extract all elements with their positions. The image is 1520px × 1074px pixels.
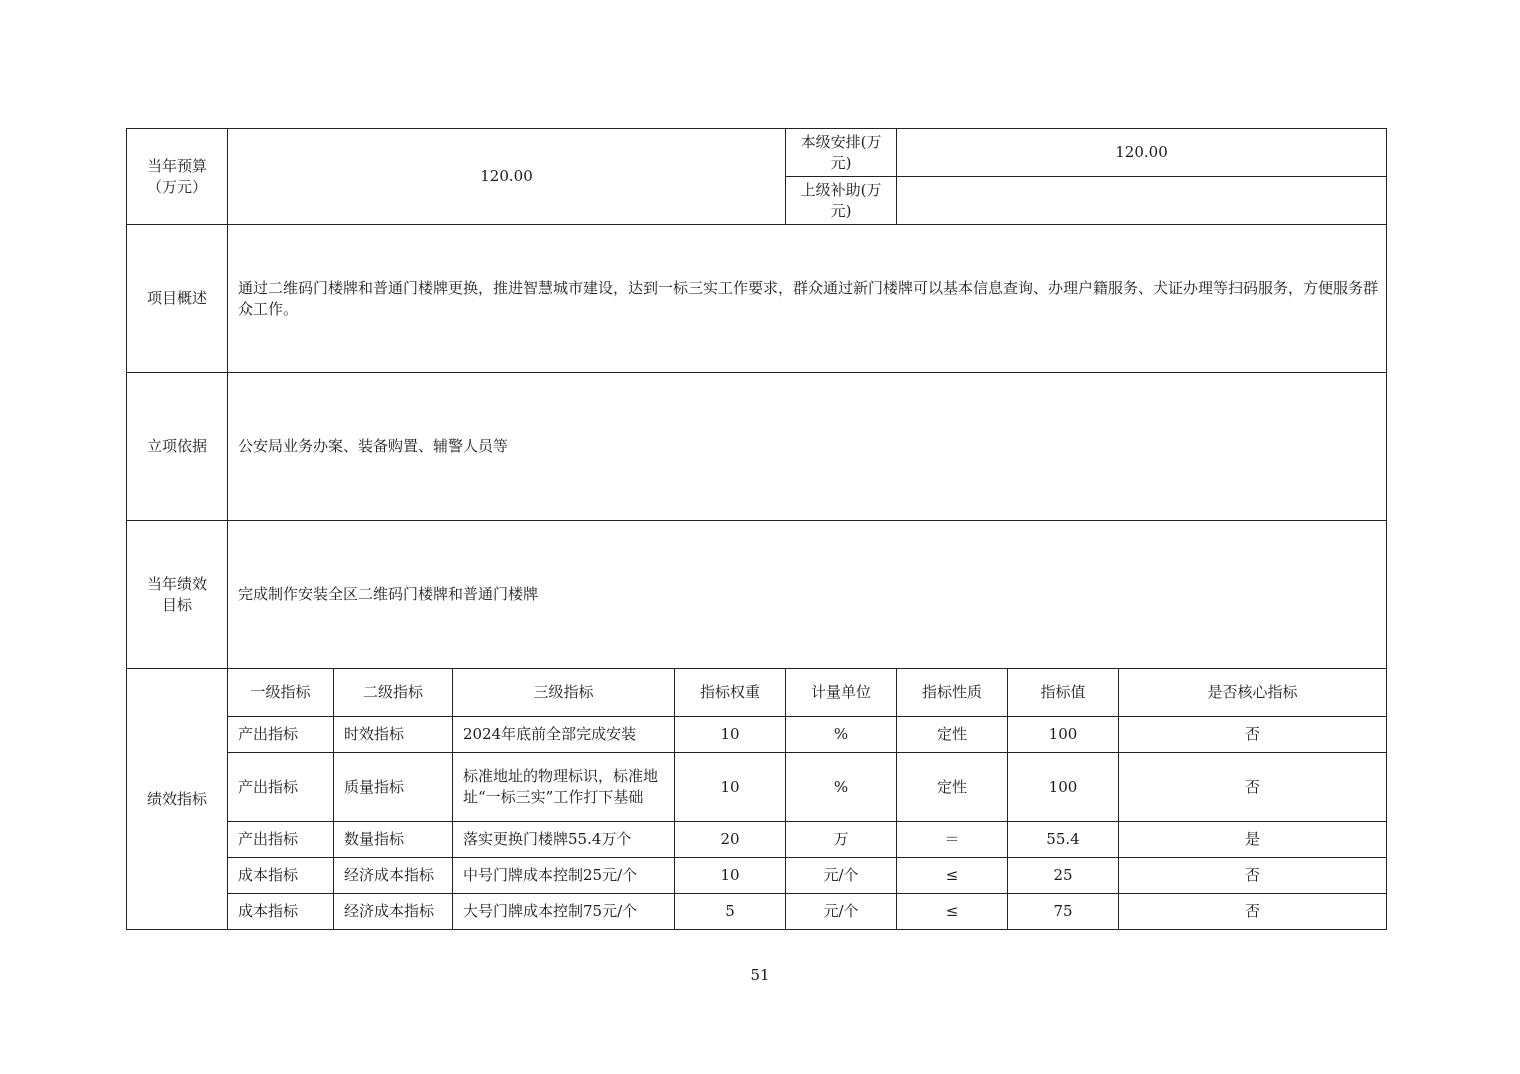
cell-weight: 10 <box>675 717 786 753</box>
header-nature: 指标性质 <box>897 669 1008 717</box>
header-unit: 计量单位 <box>786 669 897 717</box>
cell-weight: 20 <box>675 822 786 858</box>
upper-subsidy-label: 上级补助(万元) <box>786 177 897 225</box>
cell-nature: ≤ <box>897 858 1008 894</box>
header-level3: 三级指标 <box>453 669 675 717</box>
cell-unit: 元/个 <box>786 858 897 894</box>
cell-unit: % <box>786 717 897 753</box>
table-row <box>127 753 1387 822</box>
cell-level2: 质量指标 <box>334 753 453 822</box>
cell-value: 75 <box>1008 894 1119 930</box>
cell-unit: 元/个 <box>786 894 897 930</box>
indicators-label: 绩效指标 <box>127 669 228 930</box>
cell-level3: 中号门牌成本控制25元/个 <box>453 858 675 894</box>
cell-level2: 经济成本指标 <box>334 894 453 930</box>
budget-total: 120.00 <box>228 129 786 225</box>
local-budget-value: 120.00 <box>897 129 1387 177</box>
cell-level3: 大号门牌成本控制75元/个 <box>453 894 675 930</box>
table-row <box>127 717 1387 753</box>
page-number: 51 <box>750 966 770 984</box>
header-level1: 一级指标 <box>228 669 334 717</box>
cell-nature: ≤ <box>897 894 1008 930</box>
cell-level3: 落实更换门楼牌55.4万个 <box>453 822 675 858</box>
cell-weight: 5 <box>675 894 786 930</box>
basis-text: 公安局业务办案、装备购置、辅警人员等 <box>228 373 1387 521</box>
table-row <box>127 822 1387 858</box>
local-budget-label: 本级安排(万元) <box>786 129 897 177</box>
goal-row <box>127 521 1387 669</box>
overview-row <box>127 225 1387 373</box>
overview-text: 通过二维码门楼牌和普通门楼牌更换，推进智慧城市建设，达到一标三实工作要求，群众通过新门楼牌可以基本信息查询、办理户籍服务、犬证办理等扫码服务，方便服务群众工作。 <box>228 225 1387 373</box>
cell-level1: 产出指标 <box>228 822 334 858</box>
header-level2: 二级指标 <box>334 669 453 717</box>
cell-level3: 标准地址的物理标识，标准地址“一标三实”工作打下基础 <box>453 753 675 822</box>
cell-core: 否 <box>1119 894 1387 930</box>
cell-level3: 2024年底前全部完成安装 <box>453 717 675 753</box>
cell-level1: 产出指标 <box>228 753 334 822</box>
header-core: 是否核心指标 <box>1119 669 1387 717</box>
cell-core: 是 <box>1119 822 1387 858</box>
upper-subsidy-value <box>897 177 1387 225</box>
cell-nature: 定性 <box>897 717 1008 753</box>
cell-level2: 数量指标 <box>334 822 453 858</box>
cell-core: 否 <box>1119 717 1387 753</box>
cell-level1: 成本指标 <box>228 858 334 894</box>
cell-value: 55.4 <box>1008 822 1119 858</box>
indicator-header-row <box>127 669 1387 717</box>
cell-nature: ＝ <box>897 822 1008 858</box>
cell-level2: 时效指标 <box>334 717 453 753</box>
cell-unit: 万 <box>786 822 897 858</box>
cell-weight: 10 <box>675 858 786 894</box>
budget-row-local <box>127 129 1387 177</box>
cell-value: 25 <box>1008 858 1119 894</box>
cell-value: 100 <box>1008 753 1119 822</box>
table-row <box>127 858 1387 894</box>
project-performance-table <box>126 128 1387 930</box>
goal-text: 完成制作安装全区二维码门楼牌和普通门楼牌 <box>228 521 1387 669</box>
goal-label: 当年绩效目标 <box>127 521 228 669</box>
basis-row <box>127 373 1387 521</box>
cell-unit: % <box>786 753 897 822</box>
cell-level1: 产出指标 <box>228 717 334 753</box>
cell-core: 否 <box>1119 753 1387 822</box>
cell-value: 100 <box>1008 717 1119 753</box>
cell-level2: 经济成本指标 <box>334 858 453 894</box>
cell-level1: 成本指标 <box>228 894 334 930</box>
header-weight: 指标权重 <box>675 669 786 717</box>
cell-core: 否 <box>1119 858 1387 894</box>
cell-nature: 定性 <box>897 753 1008 822</box>
header-value: 指标值 <box>1008 669 1119 717</box>
basis-label: 立项依据 <box>127 373 228 521</box>
budget-label: 当年预算（万元） <box>127 129 228 225</box>
project-table-sheet <box>126 128 1386 930</box>
overview-label: 项目概述 <box>127 225 228 373</box>
cell-weight: 10 <box>675 753 786 822</box>
table-row <box>127 894 1387 930</box>
